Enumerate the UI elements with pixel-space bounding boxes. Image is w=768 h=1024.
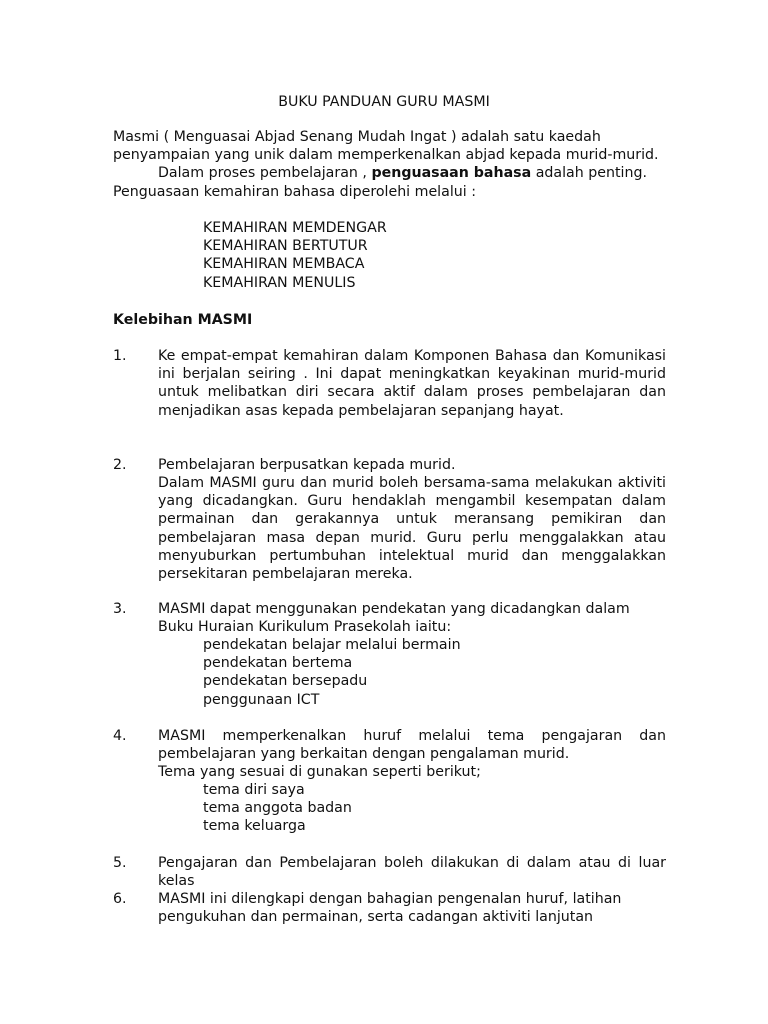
bold-phrase: penguasaan bahasa — [371, 165, 532, 182]
item-text: Dalam MASMI guru dan murid boleh bersama-sama melakukan aktiviti yang dicadangkan. Guru hendaklah mengambil kesempatan dalam permainan dan gerakannya untuk meransang pemikiran dan pembelajaran masa depan murid. Guru perlu menggalakkan atau menyuburkan pertumbuhan intelektual murid dan menggalakkan persekitaran pembelajaran mereka. — [158, 475, 666, 583]
item-text: MASMI dapat menggunakan pendekatan yang dicadangkan dalam Buku Huraian Kurikulum Prasekolah iaitu: — [158, 601, 630, 636]
theme-item: tema diri saya — [203, 782, 305, 798]
item-number: 3. — [113, 601, 127, 617]
item-number: 5. — [113, 855, 127, 871]
kemahiran-item: KEMAHIRAN MEMDENGAR — [203, 220, 387, 236]
intro-paragraph-1: Masmi ( Menguasai Abjad Senang Mudah Ingat ) adalah satu kaedah penyampaian yang unik dalam memperkenalkan abjad kepada murid-murid. — [113, 129, 659, 164]
item-number: 6. — [113, 891, 127, 907]
approach-item: pendekatan bersepadu — [203, 673, 368, 690]
approach-item: pendekatan belajar melalui bermain — [203, 637, 461, 653]
item-number: 4. — [113, 728, 127, 744]
item-line: Tema yang sesuai di gunakan seperti berikut; — [158, 764, 481, 780]
intro-block — [113, 128, 666, 201]
intro-paragraph-2: Dalam proses pembelajaran , penguasaan bahasa adalah penting. Penguasaan kemahiran bahasa diperolehi melalui : — [113, 165, 647, 200]
item-number: 1. — [113, 348, 127, 364]
approach-item: pendekatan bertema — [203, 655, 353, 672]
theme-list — [203, 781, 352, 836]
kemahiran-item: KEMAHIRAN MEMBACA — [203, 256, 365, 273]
approach-item: penggunaan ICT — [203, 691, 320, 708]
kemahiran-item: KEMAHIRAN MENULIS — [203, 274, 356, 291]
document-title: BUKU PANDUAN GURU MASMI — [278, 94, 490, 110]
item-line: Pembelajaran berpusatkan kepada murid. — [158, 457, 456, 473]
kemahiran-list — [203, 219, 387, 292]
theme-item: tema keluarga — [203, 818, 306, 835]
approach-list — [203, 636, 461, 709]
section-heading: Kelebihan MASMI — [113, 312, 253, 328]
kemahiran-item: KEMAHIRAN BERTUTUR — [203, 238, 368, 255]
theme-item: tema anggota badan — [203, 800, 352, 817]
item-text: MASMI ini dilengkapi dengan bahagian pengenalan huruf, latihan pengukuhan dan permainan, serta cadangan aktiviti lanjutan — [158, 891, 622, 926]
item-number: 2. — [113, 457, 127, 473]
item-text: Pengajaran dan Pembelajaran boleh dilakukan di dalam atau di luar kelas — [158, 855, 666, 890]
item-text: MASMI memperkenalkan huruf melalui tema pengajaran dan pembelajaran yang berkaitan dengan pengalaman murid. — [158, 728, 666, 763]
item-text: Ke empat-empat kemahiran dalam Komponen Bahasa dan Komunikasi ini berjalan seiring . Ini dapat meningkatkan keyakinan murid-murid untuk melibatkan diri secara aktif dalam proses pembelajaran dan menjadikan asas kepada pembelajaran sepanjang hayat. — [158, 348, 666, 419]
